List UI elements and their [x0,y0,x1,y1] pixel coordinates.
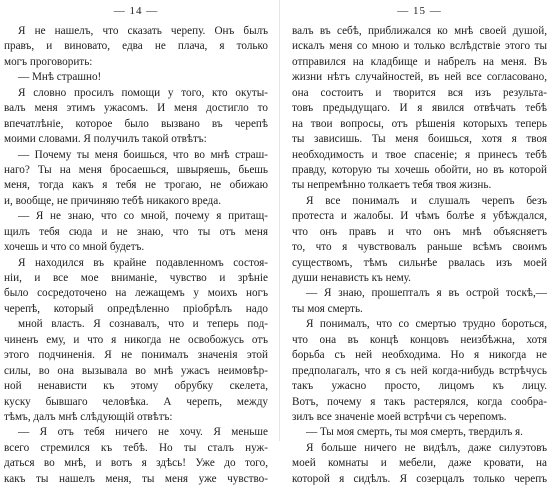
text-line: и, вообще, не причиняю тебѣ никакого вреда. [4,194,221,207]
text-line: хочешь и что со мной будетъ. [4,241,145,254]
text-line: борьба съ ней необходима. Но я никогда не [292,349,547,362]
text-line: наго? Ты на меня бросаешься, швыряешь, бьешь [4,163,268,176]
text-line: чиненъ ему, и что я никогда не освобожусь отъ [4,333,268,346]
text-line: Я находился въ крайне подавленномъ состоя- [18,256,268,269]
page-left [4,0,268,485]
text-line: впечатлѣніе, которое было вызвано въ черепѣ [4,117,268,130]
text-line: зилъ все значеніе моей встрѣчи съ черепомъ. [292,410,507,423]
text-line: — Мнѣ страшно! [18,71,102,84]
text-line: ты зависишь. Ты меня боишься, хотя я твоя [292,133,547,146]
text-line: что она въ концѣ концовъ неизбѣжна, хотя [292,333,547,346]
text-line: Я словно просилъ помощи у того, кто окуты- [18,86,268,99]
text-line: протеста и жалобы. И чѣмъ болѣе я убѣждался, [292,210,547,223]
text-line: отправился на кладбище и набрелъ на меня. Въ [292,55,547,68]
text-line: Вотъ, почему я такъ растерялся, когда сообра- [292,395,547,408]
page-left-text [4,24,268,487]
text-line: Я не нашелъ, что сказать черепу. Онъ былъ [18,25,268,37]
text-line: существомъ, тѣмъ сильнѣе рвалась изъ моей [292,256,547,269]
text-line: было сосредоточено на лежащемъ у моихъ ногъ [4,287,268,300]
text-line: правъ, и виновато, едва не плача, я только [4,40,268,53]
text-line: ніи, и все мое вниманіе, чувство и зрѣніе [4,272,268,284]
text-line: что онъ правъ и что онъ мнѣ объясняетъ [292,225,547,238]
text-line: ты моя смерть. [292,302,363,315]
text-line: меня, тогда какъ я тебя не трогаю, не обижаю [4,179,268,192]
text-line: души ненависть къ нему. [292,272,411,284]
page-number-left: — 14 — [113,5,159,17]
text-line: моими словами. Я получилъ такой отвѣтъ: [4,133,207,146]
text-line: могъ проговорить: [4,55,93,68]
text-line: Я больше ничего не видѣлъ, даже силуэтовъ [306,441,547,454]
text-line: валъ меня этимъ ужасомъ. И меня достигло то [4,102,268,115]
page-right-text [292,24,547,487]
text-line: Я все понималъ и слушалъ черепъ безъ [306,194,547,207]
page-gutter [279,0,280,441]
text-line: — Почему ты меня боишься, что во мнѣ страш- [18,148,268,161]
text-line: ты непремѣнно толкаетъ тебя твоя жизнь. [292,179,492,192]
page-right [292,0,547,485]
text-line: моей комнаты и мебели, даже кровати, на [292,457,547,470]
text-line: необходимость и твое спасеніе; я принесъ тебѣ [292,148,547,161]
text-line: она состоитъ и творится вся изъ результа- [292,86,547,99]
text-line: мной власть. Я сознавалъ, что и теперь под- [18,318,268,331]
text-line: щилъ тебя сюда и не знаю, что ты отъ меня [4,225,268,238]
text-line: жизни нѣтъ случайностей, въ ней все согласовано, [292,71,547,84]
text-line: Я понималъ, что со смертью трудно бороться, [306,318,547,331]
text-line: даться во мнѣ, и вотъ я здѣсь! Уже до того, [4,457,268,470]
text-line: правду, которую ты хочешь обойти, но въ которой [292,163,547,176]
page-number-right: — 15 — [397,5,442,17]
text-line: куску бывшаго человѣка. А черепъ, между [4,395,268,408]
text-line: всего стремился къ тебѣ. Но ты сталъ нуж- [4,441,268,454]
text-line: то, что я чувствовалъ раньше всѣмъ своимъ [292,241,547,254]
text-line: — Я знаю, прошепталъ я въ острой тоскѣ,— [306,287,547,300]
text-line: которой я сидѣлъ. Я созерцалъ только черепъ [292,472,547,485]
text-line: предполагалъ, что я съ ней когда-нибудь встрѣчусь [292,364,547,377]
text-line: тѣмъ, далъ мнѣ слѣдующій отвѣтъ: [4,410,173,423]
text-line: валъ въ себѣ, приближался ко мнѣ своей душой, [292,25,547,37]
text-line: — Я отъ тебя ничего не хочу. Я меньше [18,426,268,439]
text-line: ной ненависти къ этому обрубку скелета, [4,380,268,393]
text-line: силы, во она вызывала во мнѣ ужасъ неимовѣр- [4,364,268,377]
text-line: искалъ меня со мною и только вслѣдствіе этого ты [292,40,547,53]
text-line: — Я не знаю, что со мной, почему я притащ- [18,210,268,223]
text-line: какъ ты нашелъ меня, ты меня уже чувство- [4,472,268,485]
text-line: на твои вопросы, отъ рѣшенія которыхъ теперь [292,117,547,130]
text-line: этого подчиненія. Я не понималъ значенія этой [4,349,268,362]
text-line: — Ты моя смерть, ты моя смерть, твердилъ я. [306,426,523,439]
text-line: черепѣ, который опредѣленно пріобрѣлъ надо [4,302,268,315]
text-line: такъ ужасно просто, лицомъ къ лицу. [292,380,547,393]
text-line: товъ предыдущаго. И я явился отвѣчать тебѣ [292,102,547,115]
